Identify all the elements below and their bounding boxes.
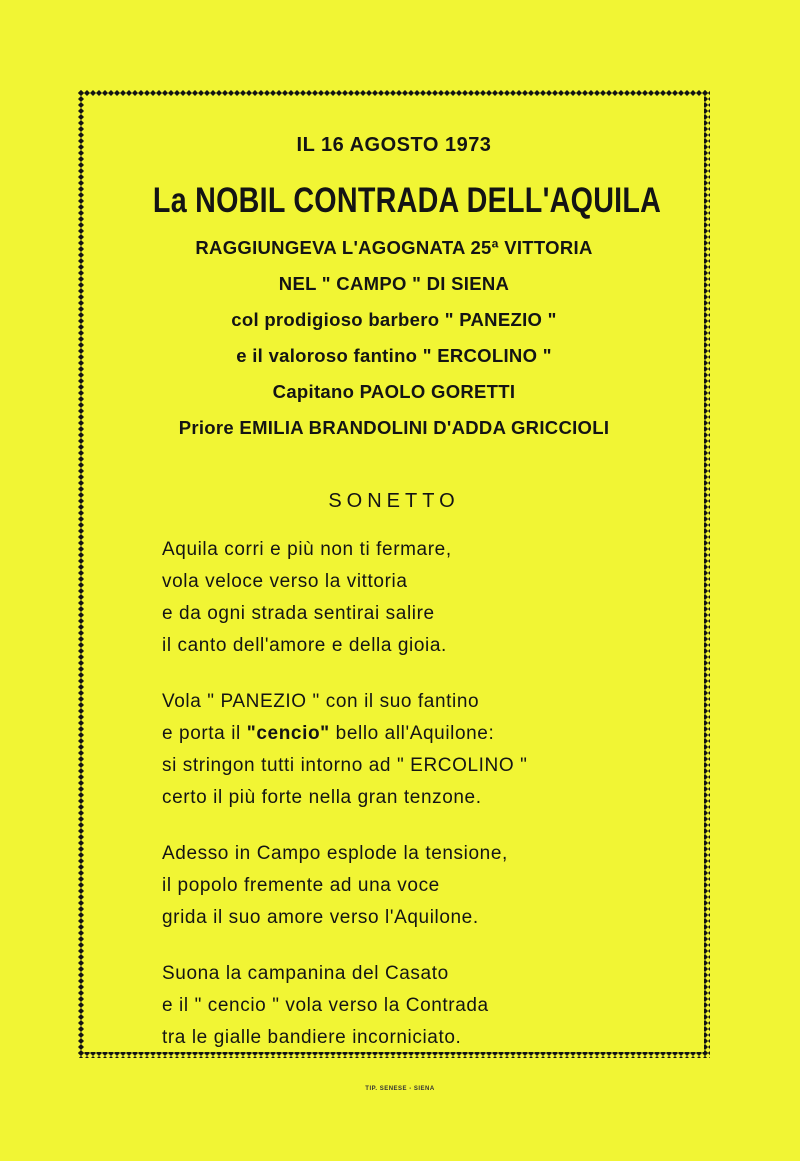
verse-cencio-before: e porta il (162, 723, 247, 744)
verse-cencio-after: bello all'Aquilone: (329, 723, 495, 744)
verse: certo il più forte nella gran tenzone. (162, 787, 482, 808)
jockey-line: e il valoroso fantino " ERCOLINO " (236, 345, 552, 366)
stanza-1 (162, 534, 688, 662)
horse-line: col prodigioso barbero " PANEZIO " (231, 309, 557, 330)
verse: il canto dell'amore e della gioia. (162, 635, 447, 656)
verse: Adesso in Campo esplode la tensione, (162, 843, 508, 864)
prior-line: Priore EMILIA BRANDOLINI D'ADDA GRICCIOLI (178, 417, 610, 438)
stanza-3 (162, 838, 688, 934)
cencio-bold-word: "cencio" (246, 723, 330, 744)
sonetto-title: SONETTO (328, 490, 460, 512)
printer-imprint: TIP. SENESE - SIENA (365, 1086, 435, 1092)
verse: vola veloce verso la vittoria (162, 571, 408, 592)
victory-line: RAGGIUNGEVA L'AGOGNATA 25ª VITTORIA (195, 237, 593, 258)
verse: e il " cencio " vola verso la Contrada (162, 995, 489, 1016)
captain-line: Capitano PAOLO GORETTI (272, 381, 516, 402)
verse: grida il suo amore verso l'Aquilone. (162, 907, 479, 928)
headline: La NOBIL CONTRADA DELL'AQUILA (152, 181, 662, 220)
campo-line: NEL " CAMPO " DI SIENA (278, 273, 510, 294)
verse: e da ogni strada sentirai salire (162, 603, 435, 624)
verse-cencio (162, 718, 688, 750)
verse: tra le gialle bandiere incorniciato. (162, 1027, 462, 1048)
verse: Suona la campanina del Casato (162, 963, 449, 984)
verse: Vola " PANEZIO " con il suo fantino (162, 691, 480, 712)
event-date: IL 16 AGOSTO 1973 (296, 134, 492, 156)
document-body (100, 130, 688, 1078)
stanza-4 (162, 958, 688, 1054)
verse: Aquila corri e più non ti fermare, (162, 539, 452, 560)
stanza-2 (162, 686, 688, 814)
sonetto-poem (100, 534, 688, 1054)
verse: si stringon tutti intorno ad " ERCOLINO " (162, 755, 528, 776)
verse: il popolo fremente ad una voce (162, 875, 440, 896)
